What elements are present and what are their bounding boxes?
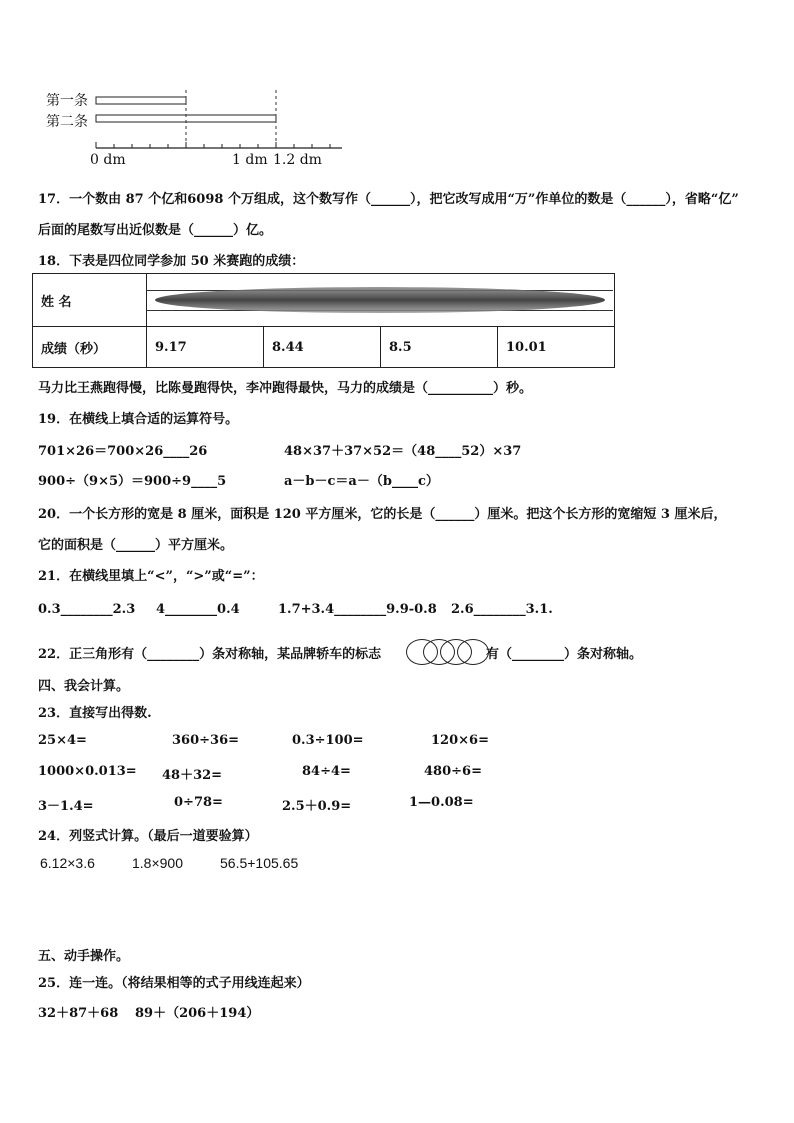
q21-title: 21．在横线里填上“<”，“>”或“=”：	[38, 569, 264, 584]
q23-title: 23．直接写出得数.	[38, 706, 152, 721]
q25-expr-2: 89＋（206＋194）	[135, 1006, 260, 1021]
q22-part2: 有（________）条对称轴。	[486, 647, 643, 662]
q23-cell: 84÷4=	[302, 764, 351, 779]
q23-cell: 1000×0.013=	[38, 764, 137, 779]
q21-expr-4: 2.6________3.1.	[451, 602, 553, 617]
q23-cell: 360÷36=	[172, 733, 240, 748]
q23-cell: 3－1.4=	[38, 799, 94, 814]
q24-item: 56.5+105.65	[220, 855, 299, 871]
scores-table	[32, 273, 615, 368]
q23-cell: 0.3÷100=	[292, 733, 364, 748]
q18-footer: 马力比王燕跑得慢，比陈曼跑得快，李冲跑得最快，马力的成绩是（__________）秒。	[38, 381, 533, 396]
ruler-svg	[40, 86, 350, 156]
table-header-score: 成绩（秒）	[33, 327, 147, 368]
redaction-scribble	[155, 287, 605, 313]
ruler-row1-label: 第一条	[46, 93, 88, 109]
q22-part1: 22．正三角形有（________）条对称轴，某品牌轿车的标志	[38, 647, 382, 662]
q24-item: 1.8×900	[132, 855, 183, 871]
car-logo-rings	[406, 639, 486, 665]
q25-title: 25．连一连。（将结果相等的式子用线连起来）	[38, 976, 310, 991]
q19-expr-4: a－b－c＝a－（b____c）	[284, 474, 439, 489]
q17-line1: 17．一个数由 87 个亿和6098 个万组成，这个数写作（______），把它改写成用“万”作单位的数是（______），省略“亿”	[38, 192, 739, 207]
ruler-figure	[40, 86, 350, 170]
q21-expr-1: 0.3________2.3	[38, 602, 136, 617]
q24-item: 6.12×3.6	[40, 855, 95, 871]
table-cell: 10.01	[498, 327, 615, 368]
q23-cell: 480÷6=	[424, 764, 482, 779]
q23-cell: 48＋32=	[162, 768, 223, 783]
q21-expr-3: 1.7+3.4________9.9-0.8	[278, 602, 437, 617]
q19-title: 19．在横线上填合适的运算符号。	[38, 412, 239, 427]
q23-cell: 25×4=	[38, 733, 87, 748]
q17-line2: 后面的尾数写出近似数是（______）亿。	[38, 223, 273, 238]
q20-line1: 20．一个长方形的宽是 8 厘米，面积是 120 平方厘米，它的长是（______）厘米。把这个长方形的宽缩短 3 厘米后，	[38, 507, 727, 522]
tick-1: 1 dm	[232, 152, 268, 168]
q21-expr-2: 4________0.4	[156, 602, 240, 617]
bar-1	[96, 97, 186, 104]
q23-cell: 0÷78=	[174, 795, 223, 810]
q24-title: 24．列竖式计算。（最后一道要验算）	[38, 829, 258, 844]
tick-1-2: 1.2 dm	[273, 152, 322, 168]
q23-cell: 2.5＋0.9=	[282, 799, 352, 814]
table-cell: 9.17	[147, 327, 264, 368]
section-5-heading: 五、动手操作。	[38, 949, 130, 964]
q23-cell: 120×6=	[431, 733, 489, 748]
q19-expr-3: 900÷（9×5）＝900÷9____5	[38, 474, 227, 489]
q20-line2: 它的面积是（______）平方厘米。	[38, 538, 234, 553]
table-header-name: 姓 名	[33, 274, 147, 327]
q18-title: 18．下表是四位同学参加 50 米赛跑的成绩：	[38, 254, 305, 269]
q19-expr-1: 701×26＝700×26____26	[38, 444, 208, 459]
q19-expr-2: 48×37＋37×52＝（48____52）×37	[284, 444, 522, 459]
table-cell: 8.5	[381, 327, 498, 368]
section-4-heading: 四、我会计算。	[38, 679, 130, 694]
q23-cell: 1—0.08=	[409, 795, 474, 810]
names-cell-obscured	[147, 274, 615, 327]
ring-icon	[457, 639, 489, 665]
table-cell: 8.44	[264, 327, 381, 368]
ruler-row2-label: 第二条	[46, 114, 88, 130]
tick-0: 0 dm	[90, 152, 126, 168]
q25-expr-1: 32＋87＋68	[38, 1006, 119, 1021]
